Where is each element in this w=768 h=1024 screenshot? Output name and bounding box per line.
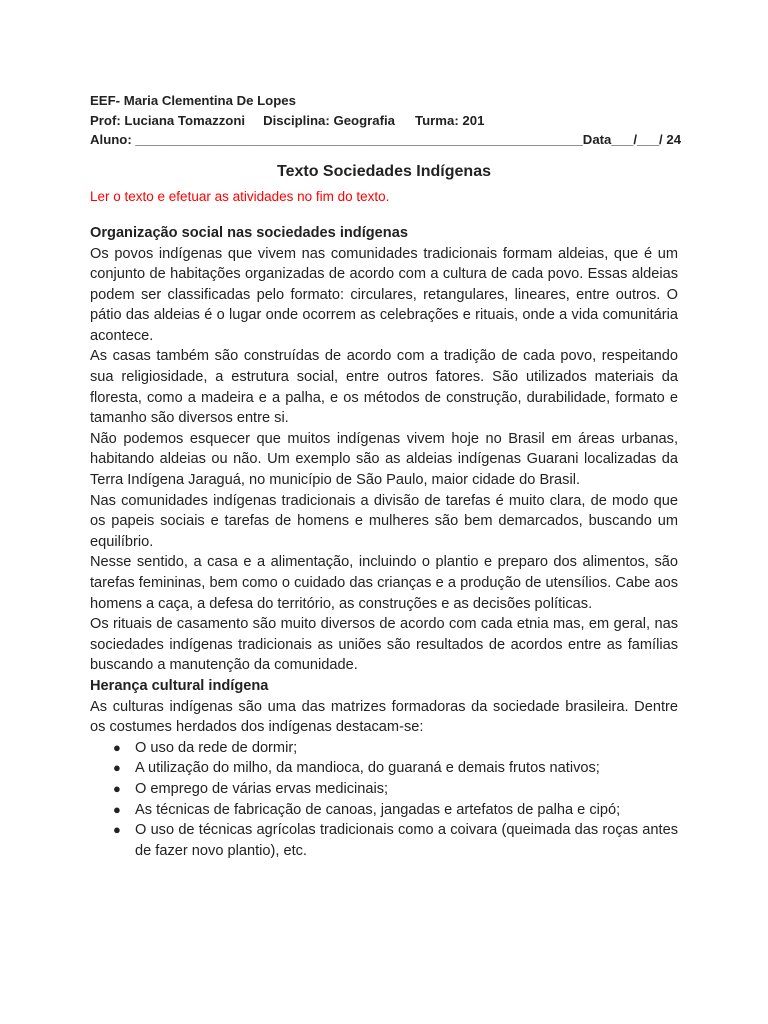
- paragraph: As casas também são construídas de acordo com a tradição de cada povo, respeitando sua religiosidade, a estrutura social, entre outros fatores. São utilizados materiais da floresta, como a madeira e a palha, e os métodos de construção, durabilidade, formato e tamanho são diversos entre si.: [90, 348, 678, 427]
- bullet-icon: ●: [113, 801, 121, 817]
- discipline-label: Disciplina: Geografia: [263, 112, 396, 128]
- section-heading-social-organization: Organização social nas sociedades indígenas: [90, 224, 408, 241]
- list-item: [113, 779, 678, 800]
- list-item: [113, 758, 678, 779]
- list-item-text: A utilização do milho, da mandioca, do guaraná e demais frutos nativos;: [135, 760, 600, 777]
- document-title: Texto Sociedades Indígenas: [277, 162, 491, 180]
- list-item-text: O emprego de várias ervas medicinais;: [135, 780, 389, 797]
- paragraph: Os rituais de casamento são muito diversos de acordo com cada etnia mas, em geral, nas sociedades indígenas tradicionais as uniões são resultados de acordos entre as famílias buscando a manutenção da comunidade.: [90, 616, 678, 674]
- list-item-text: As técnicas de fabricação de canoas, jangadas e artefatos de palha e cipó;: [135, 801, 621, 818]
- list-item: [113, 800, 678, 821]
- heritage-list: [90, 738, 678, 862]
- list-item: [113, 820, 678, 861]
- list-item-text: O uso da rede de dormir;: [135, 739, 298, 756]
- class-label: Turma: 201: [415, 112, 485, 128]
- instruction-text: Ler o texto e efetuar as atividades no fim do texto.: [90, 188, 390, 204]
- student-date-line: Aluno: _____________________________________________________________Data___/___/ 24: [90, 132, 682, 147]
- paragraph: Nas comunidades indígenas tradicionais a divisão de tarefas é muito clara, de modo que os papeis sociais e tarefas de homens e mulheres são bem demarcados, buscando um equilíbrio.: [90, 492, 678, 550]
- professor-name: Prof: Luciana Tomazzoni: [90, 112, 246, 128]
- paragraph: Não podemos esquecer que muitos indígenas vivem hoje no Brasil em áreas urbanas, habitando aldeias ou não. Um exemplo são as aldeias indígenas Guarani localizadas da Terra Indígena Jaraguá, no município de São Paulo, maior cidade do Brasil.: [90, 430, 678, 489]
- bullet-icon: ●: [113, 739, 121, 755]
- list-item: [113, 738, 678, 759]
- paragraph: As culturas indígenas são uma das matrizes formadoras da sociedade brasileira. Dentre os costumes herdados dos indígenas destacam-se:: [90, 698, 678, 736]
- school-name: EEF- Maria Clementina De Lopes: [90, 93, 296, 108]
- paragraph: Os povos indígenas que vivem nas comunidades tradicionais formam aldeias, que é um conjunto de habitações organizadas de acordo com a cultura de cada povo. Essas aldeias podem ser classificadas pelo formato: circulares, retangulares, lineares, entre outros. O pátio das aldeias é o lugar onde ocorrem as celebrações e rituais, onde a vida comunitária acontece.: [90, 245, 678, 344]
- bullet-icon: ●: [113, 822, 121, 838]
- header-info-row: [90, 111, 678, 131]
- bullet-icon: ●: [113, 780, 121, 796]
- bullet-icon: ●: [113, 760, 121, 776]
- list-item-text: O uso de técnicas agrícolas tradicionais como a coivara (queimada das roças antes de fazer novo plantio), etc.: [135, 822, 678, 859]
- section-heading-cultural-heritage: Herança cultural indígena: [90, 677, 269, 694]
- paragraph: Nesse sentido, a casa e a alimentação, incluindo o plantio e preparo dos alimentos, são tarefas femininas, bem como o cuidado das crianças e a produção de utensílios. Cabe aos homens a caça, a defesa do território, as construções e as decisões políticas.: [90, 554, 678, 612]
